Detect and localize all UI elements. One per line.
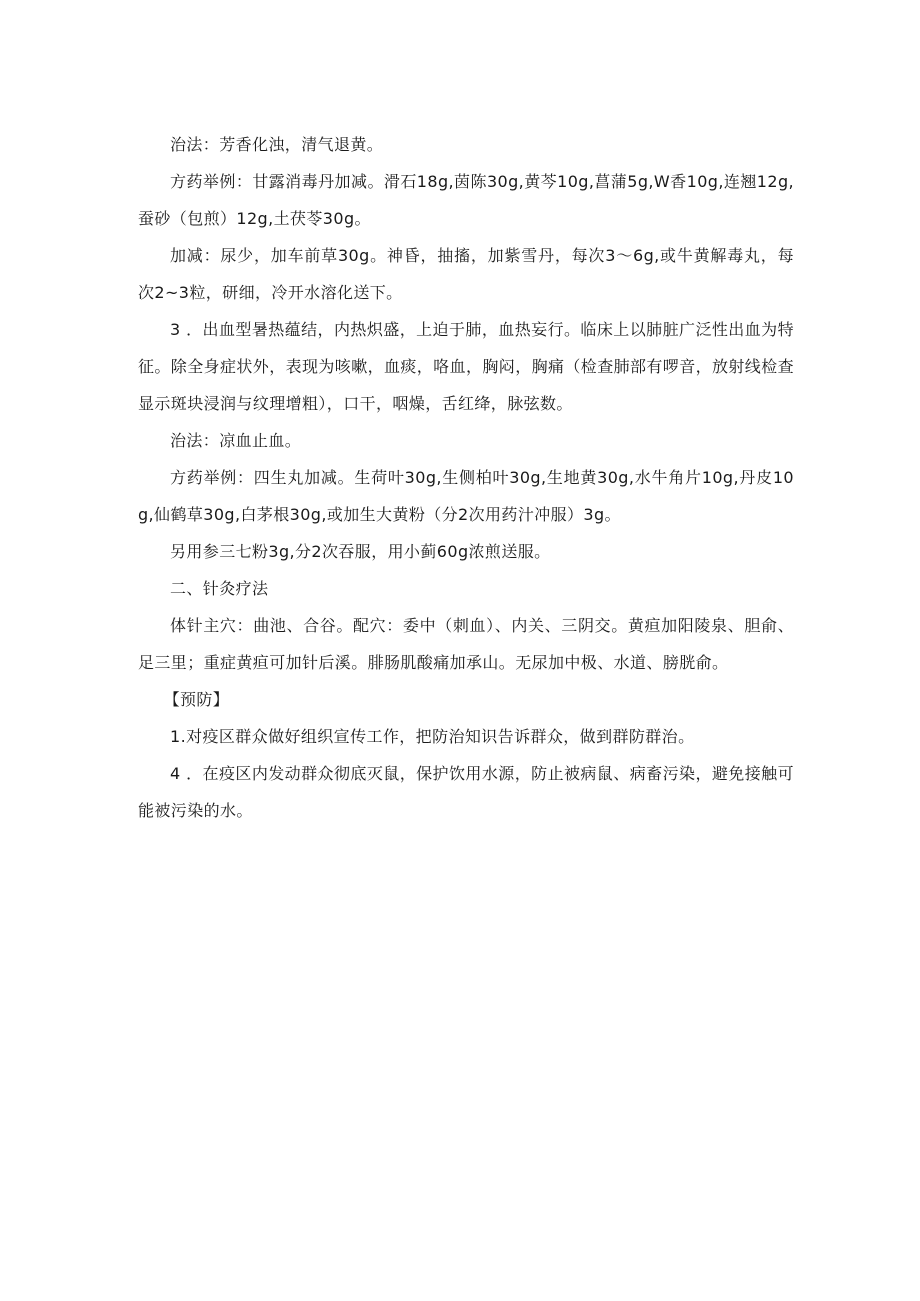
section-heading-prevention: 【预防】 bbox=[163, 690, 230, 709]
section-heading-acupuncture: 二、针灸疗法 bbox=[170, 579, 269, 598]
paragraph-acupuncture-points: 体针主穴：曲池、合谷。配穴：委中（刺血）、内关、三阴交。黄疸加阳陵泉、胆俞、足三里；重症黄疸可加针后溪。腓肠肌酸痛加承山。无尿加中极、水道、膀胱俞。 bbox=[138, 616, 794, 672]
paragraph-prevention-2: 4 ．在疫区内发动群众彻底灭鼠，保护饮用水源，防止被病鼠、病畜污染，避免接触可能被污染的水。 bbox=[138, 764, 794, 820]
paragraph-hemorrhagic-type: 3 ．出血型暑热蕴结，内热炽盛，上迫于肺，血热妄行。临床上以肺脏广泛性出血为特征。除全身症状外，表现为咳嗽，血痰，咯血，胸闷，胸痛（检查肺部有啰音，放射线检查显示斑块浸润与纹理增粗），口干，咽燥，舌红绛，脉弦数。 bbox=[138, 320, 795, 413]
paragraph-treatment-method-1: 治法：芳香化浊，清气退黄。 bbox=[170, 135, 384, 154]
paragraph-modification: 加减：尿少，加车前草30g。神昏，抽搐，加紫雪丹，每次3～6g,或牛黄解毒丸，每次2~3粒，研细，冷开水溶化送下。 bbox=[138, 246, 794, 302]
document-page bbox=[138, 126, 794, 829]
paragraph-additional-remedy: 另用参三七粉3g,分2次吞服，用小蓟60g浓煎送服。 bbox=[170, 542, 551, 561]
paragraph-prescription-example-1: 方药举例：甘露消毒丹加减。滑石18g,茵陈30g,黄芩10g,菖蒲5g,W香10g,连翘12g,蚕砂（包煎）12g,土茯苓30g。 bbox=[138, 172, 794, 228]
paragraph-prevention-1: 1.对疫区群众做好组织宣传工作，把防治知识告诉群众，做到群防群治。 bbox=[170, 727, 695, 746]
paragraph-prescription-example-2: 方药举例：四生丸加减。生荷叶30g,生侧柏叶30g,生地黄30g,水牛角片10g,丹皮10g,仙鹤草30g,白茅根30g,或加生大黄粉（分2次用药汁冲服）3g。 bbox=[138, 468, 794, 524]
paragraph-treatment-method-2: 治法：凉血止血。 bbox=[170, 431, 302, 450]
